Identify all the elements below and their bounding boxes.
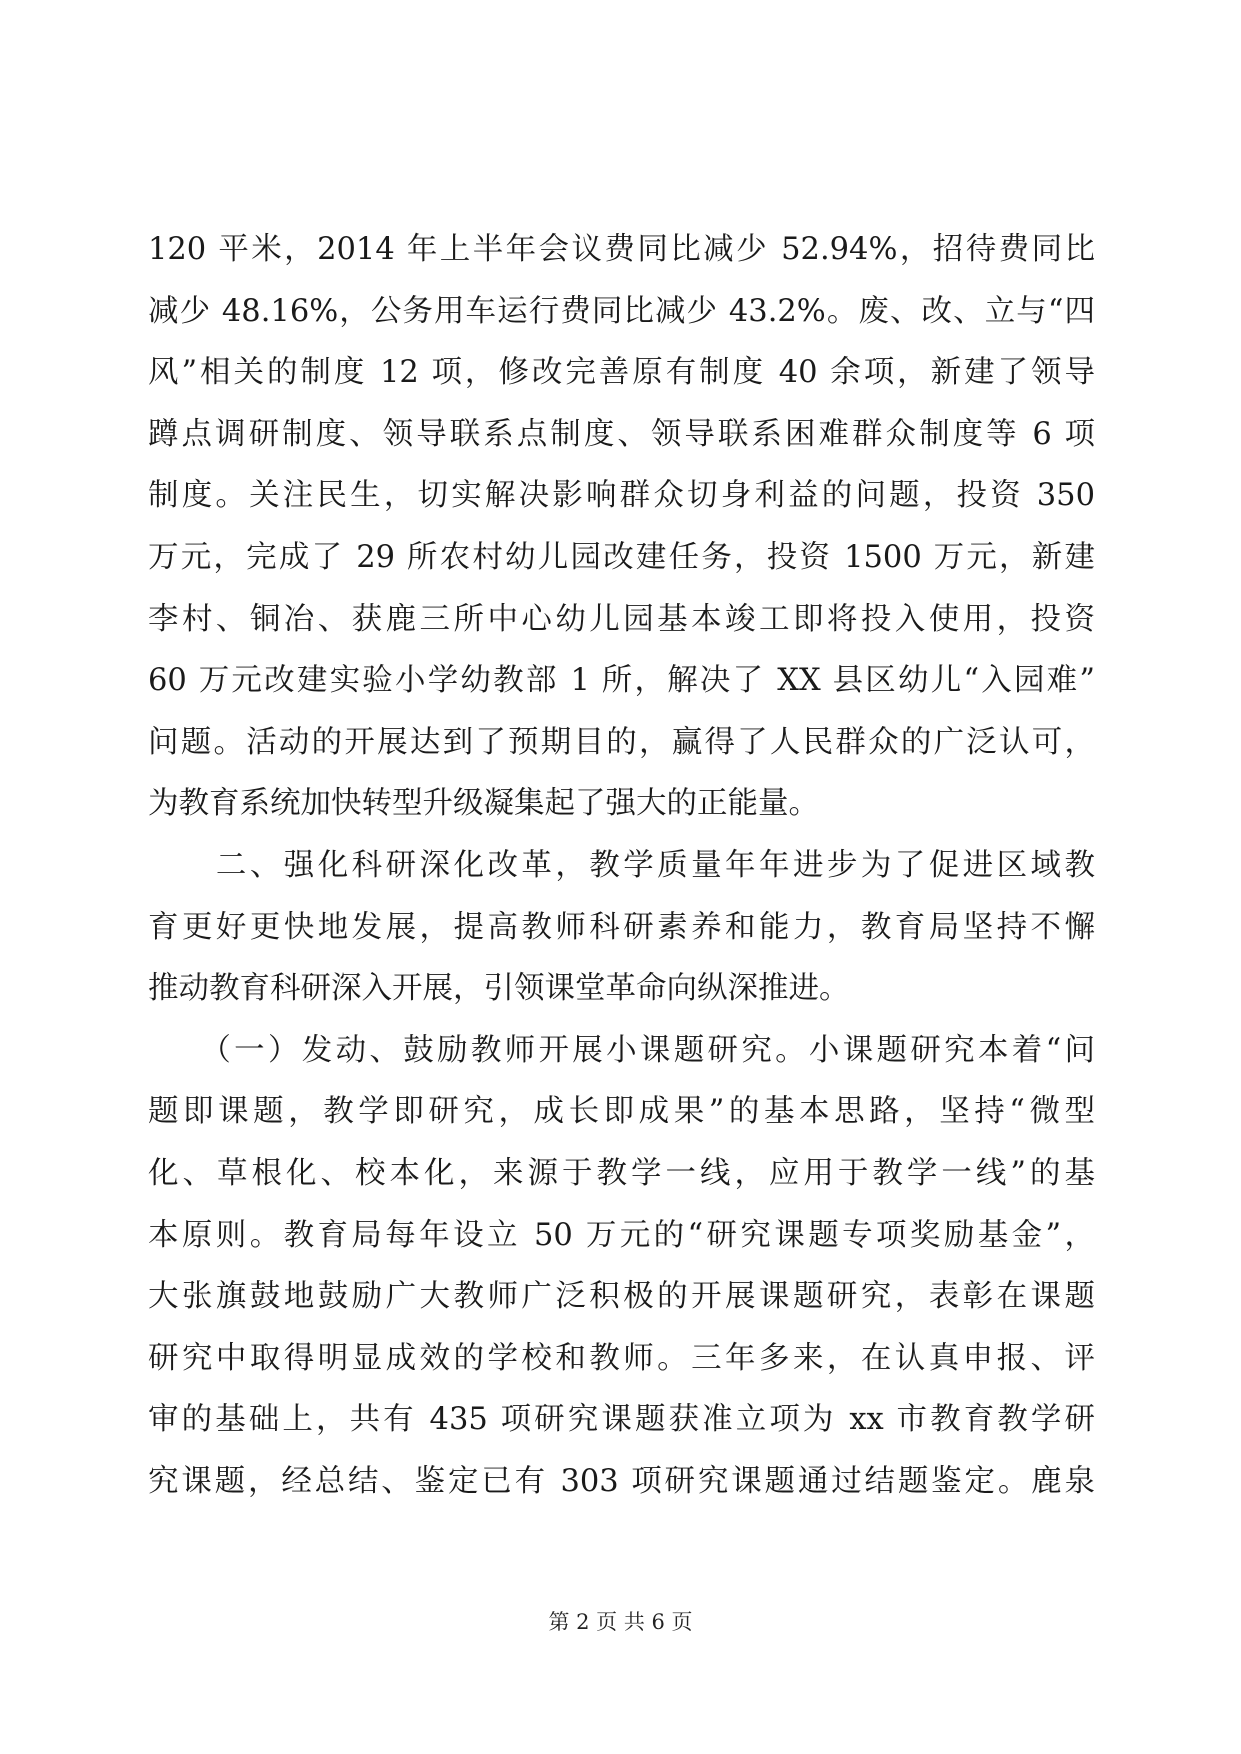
text-line: 制度。关注民生，切实解决影响群众切身利益的问题，投资 350 xyxy=(148,478,1095,514)
text-line: 万元，完成了 29 所农村幼儿园改建任务，投资 1500 万元，新建 xyxy=(148,539,1095,575)
text-line: 推动教育科研深入开展，引领课堂革命向纵深推进。 xyxy=(148,971,850,1007)
text-line: 题即课题，教学即研究，成长即成果”的基本思路，坚持“微型 xyxy=(148,1094,1095,1130)
section-heading-line: 二、强化科研深化改革，教学质量年年进步为了促进区域教 xyxy=(148,847,1095,883)
text-line: 育更好更快地发展，提高教师科研素养和能力，教育局坚持不懈 xyxy=(148,909,1095,945)
text-line: 问题。活动的开展达到了预期目的，赢得了人民群众的广泛认可， xyxy=(148,724,1095,760)
text-line: 大张旗鼓地鼓励广大教师广泛积极的开展课题研究，表彰在课题 xyxy=(148,1279,1095,1315)
text-line: 减少 48.16%，公务用车运行费同比减少 43.2%。废、改、立与“四 xyxy=(148,293,1095,329)
text-line: 化、草根化、校本化，来源于教学一线，应用于教学一线”的基 xyxy=(148,1155,1095,1191)
text-line: 审的基础上，共有 435 项研究课题获准立项为 xx 市教育教学研 xyxy=(148,1402,1095,1438)
text-line: 研究中取得明显成效的学校和教师。三年多来，在认真申报、评 xyxy=(148,1340,1095,1376)
text-line: 60 万元改建实验小学幼教部 1 所，解决了 XX 县区幼儿“入园难” xyxy=(148,663,1095,699)
text-line: 究课题，经总结、鉴定已有 303 项研究课题通过结题鉴定。鹿泉 xyxy=(148,1463,1095,1499)
text-line: 120 平米，2014 年上半年会议费同比减少 52.94%，招待费同比 xyxy=(148,232,1095,267)
text-line: 本原则。教育局每年设立 50 万元的“研究课题专项奖励基金”， xyxy=(148,1217,1095,1253)
page-number-footer: 第 2 页 共 6 页 xyxy=(548,1610,693,1634)
text-line: 为教育系统加快转型升级凝集起了强大的正能量。 xyxy=(148,786,819,822)
text-line: 风”相关的制度 12 项，修改完善原有制度 40 余项，新建了领导 xyxy=(148,355,1095,391)
text-line: 蹲点调研制度、领导联系点制度、领导联系困难群众制度等 6 项 xyxy=(148,416,1095,452)
document-body xyxy=(148,232,1095,1525)
subsection-heading-line: （一）发动、鼓励教师开展小课题研究。小课题研究本着“问 xyxy=(148,1032,1095,1068)
text-line: 李村、铜冶、获鹿三所中心幼儿园基本竣工即将投入使用，投资 xyxy=(148,601,1095,637)
